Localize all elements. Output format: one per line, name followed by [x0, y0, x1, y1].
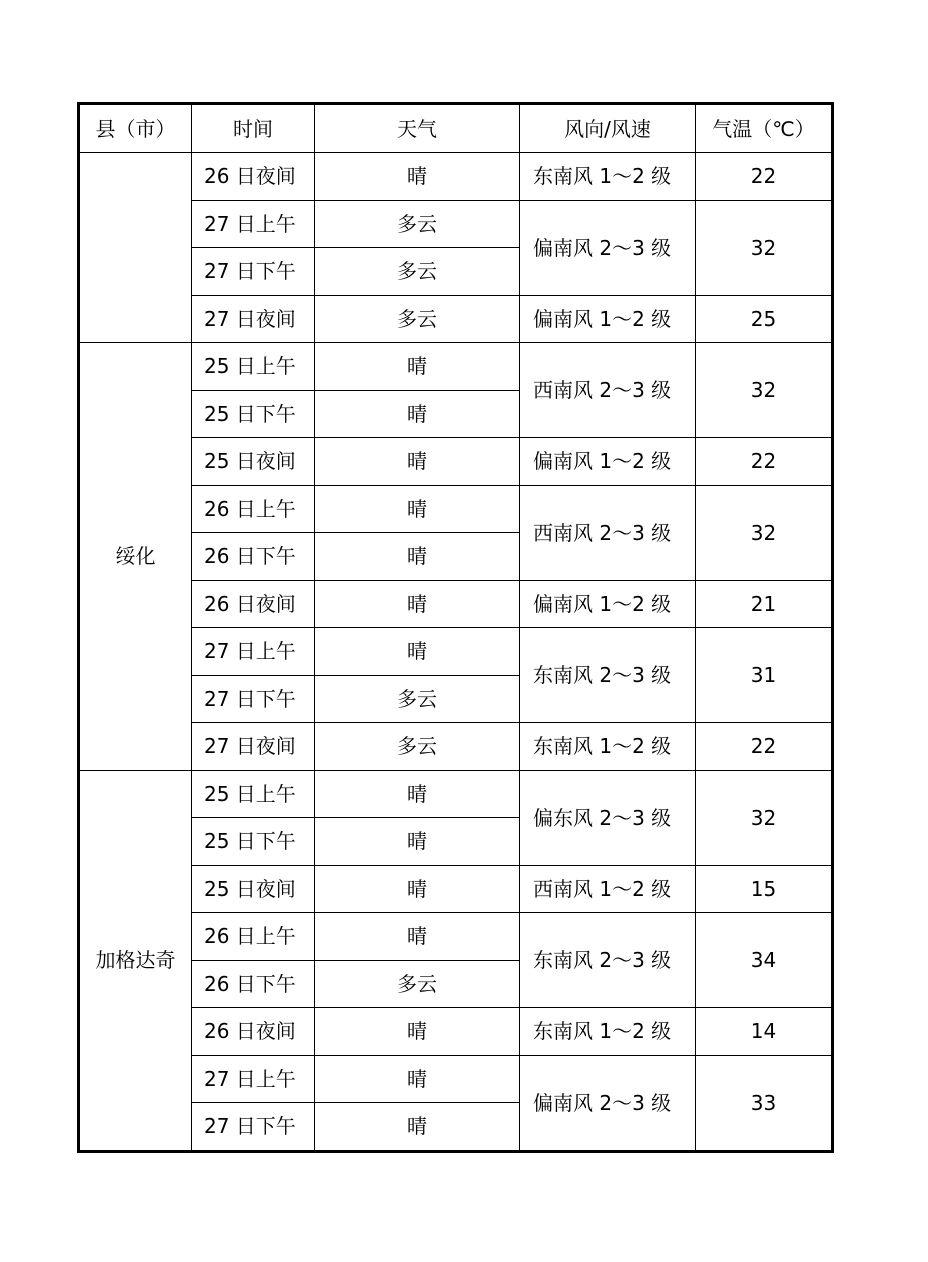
temperature-cell: 33: [696, 1055, 833, 1151]
weather-cell: 晴: [315, 438, 520, 486]
weather-cell: 多云: [315, 960, 520, 1008]
time-cell: 27 日上午: [192, 628, 315, 676]
weather-cell: 晴: [315, 865, 520, 913]
table-row: [79, 153, 833, 201]
weather-cell: 晴: [315, 1055, 520, 1103]
temperature-cell: 25: [696, 295, 833, 343]
time-cell: 26 日夜间: [192, 1008, 315, 1056]
weather-cell: 晴: [315, 913, 520, 961]
time-cell: 26 日下午: [192, 960, 315, 1008]
time-cell: 27 日上午: [192, 200, 315, 248]
header-county: 县（市）: [79, 104, 192, 153]
county-cell: 加格达奇: [79, 770, 192, 1151]
weather-cell: 晴: [315, 533, 520, 581]
time-cell: 25 日夜间: [192, 865, 315, 913]
table-row: [79, 723, 833, 771]
weather-cell: 晴: [315, 485, 520, 533]
wind-cell: 东南风 2～3 级: [520, 913, 696, 1008]
weather-cell: 晴: [315, 580, 520, 628]
weather-forecast-table: [77, 102, 834, 1153]
temperature-cell: 31: [696, 628, 833, 723]
weather-cell: 晴: [315, 153, 520, 201]
wind-cell: 偏南风 1～2 级: [520, 295, 696, 343]
header-row: [79, 104, 833, 153]
temperature-cell: 22: [696, 438, 833, 486]
wind-cell: 东南风 1～2 级: [520, 723, 696, 771]
table-row: [79, 200, 833, 248]
wind-cell: 偏南风 2～3 级: [520, 1055, 696, 1151]
table-row: [79, 1055, 833, 1103]
temperature-cell: 22: [696, 153, 833, 201]
wind-cell: 东南风 1～2 级: [520, 1008, 696, 1056]
table-row: [79, 913, 833, 961]
table-row: [79, 343, 833, 391]
weather-cell: 晴: [315, 343, 520, 391]
time-cell: 25 日下午: [192, 818, 315, 866]
temperature-cell: 32: [696, 343, 833, 438]
weather-cell: 晴: [315, 1008, 520, 1056]
county-cell: 绥化: [79, 343, 192, 771]
weather-cell: 晴: [315, 1103, 520, 1152]
temperature-cell: 32: [696, 770, 833, 865]
wind-cell: 东南风 2～3 级: [520, 628, 696, 723]
wind-cell: 西南风 2～3 级: [520, 343, 696, 438]
time-cell: 27 日下午: [192, 248, 315, 296]
wind-cell: 偏东风 2～3 级: [520, 770, 696, 865]
time-cell: 27 日下午: [192, 1103, 315, 1152]
temperature-cell: 14: [696, 1008, 833, 1056]
table-row: [79, 485, 833, 533]
weather-cell: 晴: [315, 770, 520, 818]
temperature-cell: 32: [696, 485, 833, 580]
temperature-cell: 34: [696, 913, 833, 1008]
weather-cell: 晴: [315, 818, 520, 866]
table-row: [79, 580, 833, 628]
table-row: [79, 295, 833, 343]
weather-cell: 多云: [315, 675, 520, 723]
time-cell: 27 日下午: [192, 675, 315, 723]
time-cell: 27 日上午: [192, 1055, 315, 1103]
time-cell: 25 日下午: [192, 390, 315, 438]
table-row: [79, 438, 833, 486]
wind-cell: 西南风 1～2 级: [520, 865, 696, 913]
time-cell: 26 日夜间: [192, 580, 315, 628]
temperature-cell: 22: [696, 723, 833, 771]
header-wind: 风向/风速: [520, 104, 696, 153]
weather-cell: 多云: [315, 295, 520, 343]
weather-cell: 多云: [315, 200, 520, 248]
temperature-cell: 32: [696, 200, 833, 295]
time-cell: 26 日上午: [192, 485, 315, 533]
header-weather: 天气: [315, 104, 520, 153]
wind-cell: 偏南风 1～2 级: [520, 580, 696, 628]
weather-cell: 晴: [315, 628, 520, 676]
time-cell: 26 日上午: [192, 913, 315, 961]
time-cell: 25 日上午: [192, 343, 315, 391]
time-cell: 25 日上午: [192, 770, 315, 818]
time-cell: 27 日夜间: [192, 295, 315, 343]
time-cell: 26 日下午: [192, 533, 315, 581]
wind-cell: 西南风 2～3 级: [520, 485, 696, 580]
wind-cell: 偏南风 1～2 级: [520, 438, 696, 486]
table-row: [79, 628, 833, 676]
weather-cell: 多云: [315, 723, 520, 771]
time-cell: 27 日夜间: [192, 723, 315, 771]
header-time: 时间: [192, 104, 315, 153]
wind-cell: 偏南风 2～3 级: [520, 200, 696, 295]
table-row: [79, 1008, 833, 1056]
time-cell: 25 日夜间: [192, 438, 315, 486]
weather-cell: 晴: [315, 390, 520, 438]
table-row: [79, 770, 833, 818]
table-row: [79, 865, 833, 913]
weather-cell: 多云: [315, 248, 520, 296]
header-temperature: 气温（℃）: [696, 104, 833, 153]
county-cell: [79, 153, 192, 343]
temperature-cell: 15: [696, 865, 833, 913]
temperature-cell: 21: [696, 580, 833, 628]
time-cell: 26 日夜间: [192, 153, 315, 201]
wind-cell: 东南风 1～2 级: [520, 153, 696, 201]
